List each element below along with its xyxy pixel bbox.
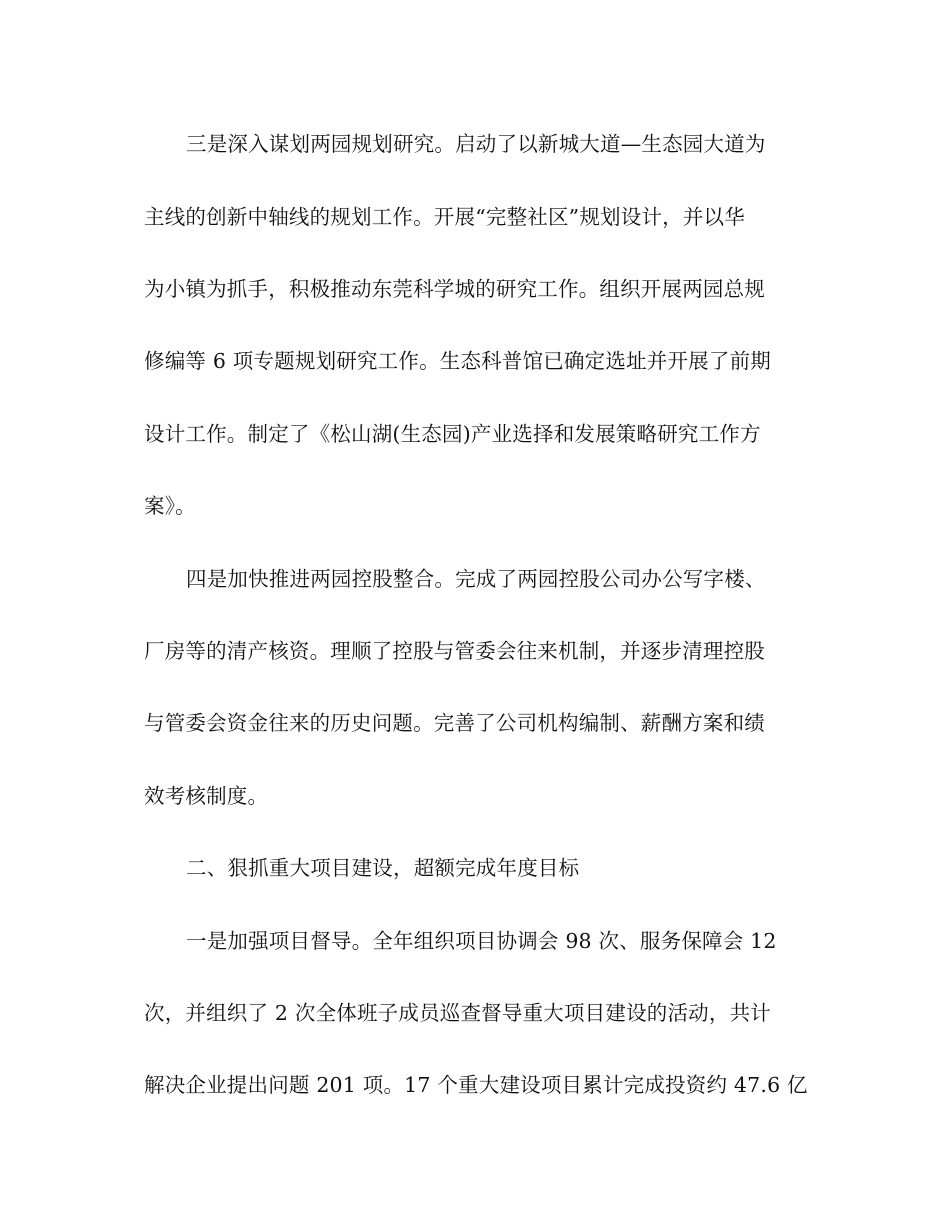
paragraph-5-line-1: 一是加强项目督导。全年组织项目协调会 98 次、服务保障会 12 bbox=[186, 929, 777, 953]
paragraph-3-line-2: 主线的创新中轴线的规划工作。开展“完整社区”规划设计，并以华 bbox=[144, 205, 745, 229]
paragraph-3-line-4: 修编等 6 项专题规划研究工作。生态科普馆已确定选址并开展了前期 bbox=[144, 349, 771, 373]
paragraph-3-line-3: 为小镇为抓手，积极推动东莞科学城的研究工作。组织开展两园总规 bbox=[144, 277, 765, 301]
paragraph-3-line-1: 三是深入谋划两园规划研究。启动了以新城大道—生态园大道为 bbox=[186, 132, 766, 156]
paragraph-3-line-6: 案》。 bbox=[144, 494, 196, 518]
paragraph-3-line-5: 设计工作。制定了《松山湖(生态园)产业选择和发展策略研究工作方 bbox=[144, 422, 761, 446]
paragraph-4-line-1: 四是加快推进两园控股整合。完成了两园控股公司办公写字楼、 bbox=[186, 567, 766, 591]
paragraph-4-line-3: 与管委会资金往来的历史问题。完善了公司机构编制、薪酬方案和绩 bbox=[144, 711, 765, 735]
paragraph-4-line-4: 效考核制度。 bbox=[144, 784, 269, 808]
paragraph-4-line-2: 厂房等的清产核资。理顺了控股与管委会往来机制，并逐步清理控股 bbox=[144, 639, 765, 663]
paragraph-5-line-2: 次，并组织了 2 次全体班子成员巡查督导重大项目建设的活动，共计 bbox=[144, 1001, 771, 1025]
section-heading-2: 二、狠抓重大项目建设，超额完成年度目标 bbox=[186, 856, 580, 880]
paragraph-5-line-3: 解决企业提出问题 201 项。17 个重大建设项目累计完成投资约 47.6 亿 bbox=[144, 1073, 808, 1097]
